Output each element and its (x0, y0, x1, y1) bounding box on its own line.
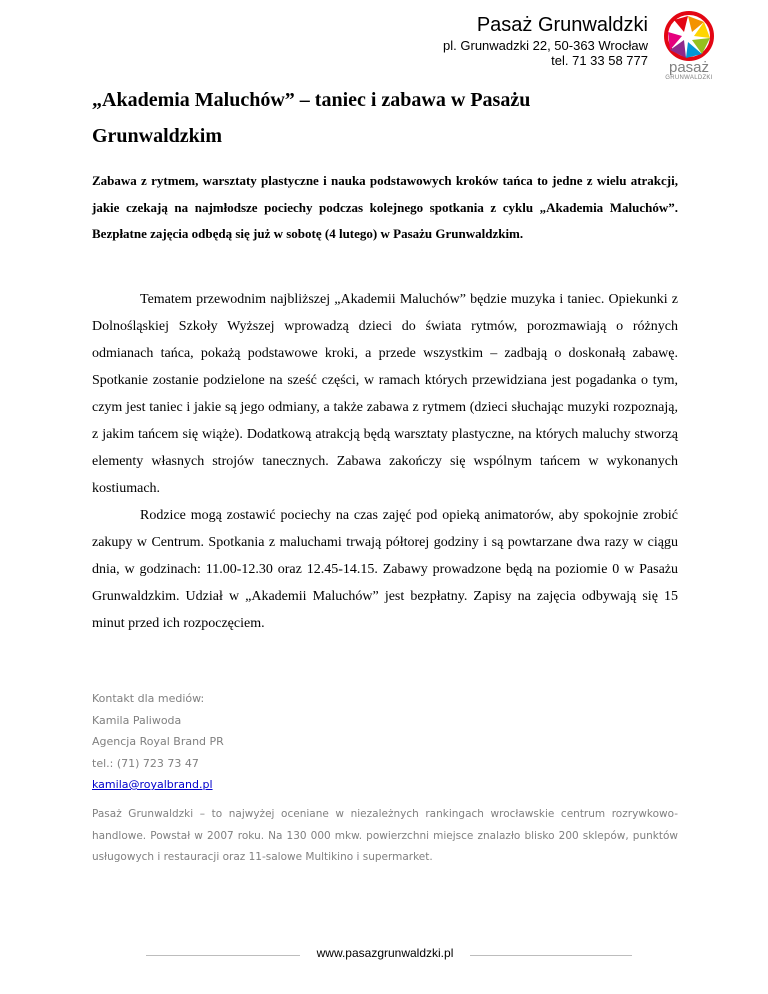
article-paragraph: Rodzice mogą zostawić pociechy na czas zajęć pod opieką animatorów, aby spokojnie zrobić zakupy w Centrum. Spotkania z maluchami trwają półtorej godziny i są powtarzane dwa razy w ciągu dnia, w godzinach: 11.00-12.30 oraz 12.45-14.15. Zabawy prowadzone będą na poziomie 0 w Pasażu Grunwaldzkim. Udział w „Akademii Maluchów” jest bezpłatny. Zapisy na zajęcia odbywają się 15 minut przed ich rozpoczęciem. (92, 508, 678, 631)
article-paragraph: Tematem przewodnim najbliższej „Akademii Maluchów” będzie muzyka i taniec. Opiekunki z Dolnośląskiej Szkoły Wyższej wprowadzą dzieci do świata rytmów, porozmawiają o różnych odmianach tańca, pokażą podstawowe kroki, a przede wszystkim – zadbają o doskonałą zabawę. Spotkanie zostanie podzielone na sześć części, w ramach których przewidziana jest pogadanka o tym, czym jest taniec i jakie są jego odmiany, a także zabawa z rytmem (dzieci słuchając muzyki rozpoznają, z jakim tańcem się wiąże). Dodatkową atrakcją będą warsztaty plastyczne, na których maluchy stworzą elementy własnych strojów tanecznych. Zabawa zakończy się wspólnym tańcem w wykonanych kostiumach. (92, 292, 678, 496)
letterhead (443, 12, 648, 68)
contact-email-link[interactable]: kamila@royalbrand.pl (92, 778, 213, 791)
article-title: „Akademia Maluchów” – taniec i zabawa w Pasażu Grunwaldzkim (92, 89, 531, 147)
company-address: pl. Grunwadzki 22, 50-363 Wrocław (443, 38, 648, 53)
article-lead: Zabawa z rytmem, warsztaty plastyczne i nauka podstawowych kroków tańca to jedne z wielu atrakcji, jakie czekają na najmłodsze pociechy podczas kolejnego spotkania z cyklu „Akademia Maluchów”. Bezpłatne zajęcia odbędą się już w sobotę (4 lutego) w Pasażu Grunwaldzkim. (92, 173, 678, 241)
footer-divider-left (146, 955, 300, 956)
contact-heading: Kontakt dla mediów: (92, 692, 205, 705)
company-description: Pasaż Grunwaldzki – to najwyżej oceniane w niezależnych rankingach wrocławskie centrum rozrywkowo-handlowe. Powstał w 2007 roku. Na 130 000 mkw. powierzchni miejsce znalazło blisko 200 sklepów, punktów usługowych i restauracji oraz 11-salowe Multikino i supermarket. (92, 808, 678, 863)
contact-name: Kamila Paliwoda (92, 713, 182, 727)
logo-subtitle: GRUNWALDZKI (665, 75, 713, 81)
company-phone: tel. 71 33 58 777 (551, 53, 648, 68)
media-contact (92, 688, 678, 796)
article-body (92, 286, 678, 637)
footer-divider-right (470, 955, 632, 956)
logo-wordmark: pasaż (668, 59, 710, 76)
contact-agency: Agencja Royal Brand PR (92, 735, 224, 748)
company-name: Pasaż Grunwaldzki (476, 14, 648, 36)
logo-mark-icon (658, 10, 720, 62)
pasaz-logo (658, 10, 720, 80)
contact-phone: tel.: (71) 723 73 47 (92, 756, 199, 770)
footer-website: www.pasazgrunwaldzki.pl (316, 946, 454, 960)
